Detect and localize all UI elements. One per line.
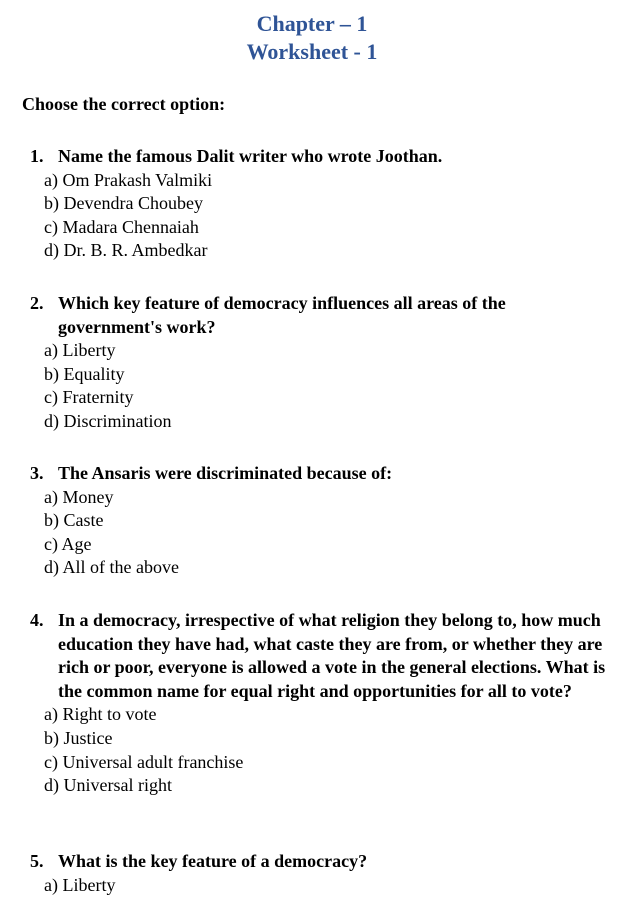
option-a: a) Liberty: [44, 340, 116, 361]
question-stem: [30, 609, 610, 703]
question-stem: [30, 850, 610, 874]
options-list: [30, 486, 610, 580]
option-a: a) Liberty: [44, 874, 116, 895]
question-stem: [30, 292, 610, 339]
question-2: [30, 292, 610, 434]
option-d: d) Universal right: [44, 775, 172, 796]
options-list: [30, 339, 610, 433]
chapter-title: Chapter – 1: [256, 11, 368, 36]
option-d: d) All of the above: [44, 557, 179, 578]
worksheet-title: Worksheet - 1: [246, 39, 378, 64]
option-d: d) Discrimination: [44, 410, 172, 431]
question-stem: [30, 462, 610, 486]
option-c: c) Fraternity: [44, 387, 134, 408]
option-b: b) Equality: [44, 363, 125, 384]
option-c: c) Madara Chennaiah: [44, 216, 199, 237]
question-number: 5.: [30, 851, 44, 871]
option-a: a) Om Prakash Valmiki: [44, 169, 213, 190]
option-d: d) Dr. B. R. Ambedkar: [44, 240, 208, 261]
question-number: 4.: [30, 610, 44, 630]
question-5: [30, 850, 610, 897]
option-b: b) Devendra Choubey: [44, 193, 203, 214]
question-number: 1.: [30, 146, 44, 166]
options-list: [30, 169, 610, 263]
instruction-heading: Choose the correct option:: [22, 94, 226, 114]
question-text: In a democracy, irrespective of what religion they belong to, how much education they have had, what caste they are from, or whether they are rich or poor, everyone is allowed a vote in the general elections. What is the common name for equal right and opportunities for all to vote?: [58, 610, 606, 701]
options-list: [30, 874, 610, 898]
option-a: a) Money: [44, 486, 114, 507]
option-c: c) Universal adult franchise: [44, 751, 244, 772]
question-stem: [30, 145, 610, 169]
question-3: [30, 462, 610, 580]
question-number: 3.: [30, 463, 44, 483]
options-list: [30, 703, 610, 797]
question-text: What is the key feature of a democracy?: [58, 851, 368, 871]
question-text: Name the famous Dalit writer who wrote Joothan.: [58, 146, 443, 166]
option-b: b) Caste: [44, 510, 104, 531]
option-c: c) Age: [44, 533, 92, 554]
question-number: 2.: [30, 293, 44, 313]
question-text: Which key feature of democracy influences all areas of the government's work?: [58, 293, 506, 337]
question-text: The Ansaris were discriminated because of:: [58, 463, 393, 483]
question-4: [30, 609, 610, 798]
option-a: a) Right to vote: [44, 704, 157, 725]
option-b: b) Justice: [44, 727, 113, 748]
question-1: [30, 145, 610, 263]
